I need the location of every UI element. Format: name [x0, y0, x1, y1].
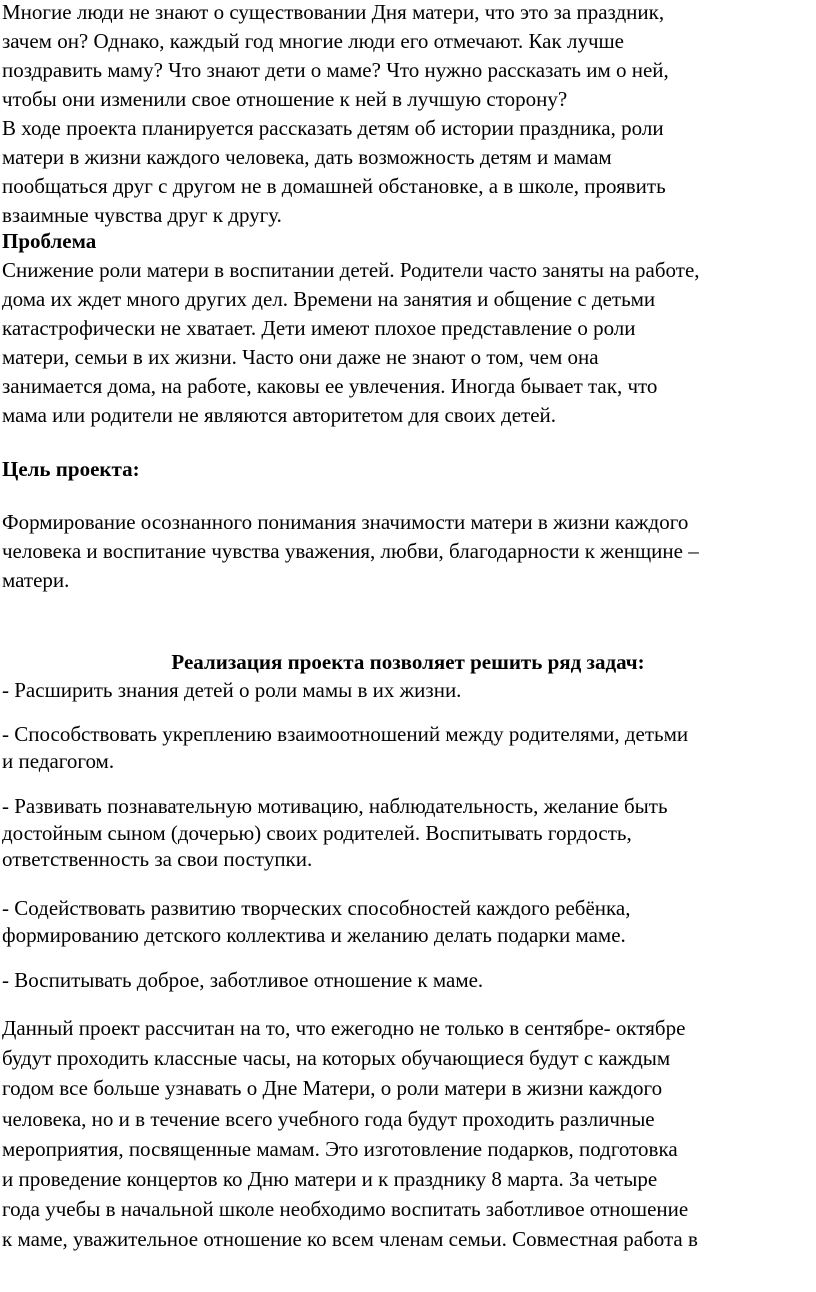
task-line: достойным сыном (дочерью) своих родителей. Воспитывать гордость, — [2, 820, 632, 845]
task-line: - Содействовать развитию творческих способностей каждого ребёнка, — [2, 896, 631, 920]
task-item — [2, 793, 814, 873]
plan-paragraph — [2, 1013, 814, 1255]
intro-paragraph — [2, 0, 814, 230]
goal-line: матери. — [2, 568, 70, 592]
goal-line: Формирование осознанного понимания значимости матери в жизни каждого — [2, 510, 689, 534]
task-line: формированию детского коллектива и желанию делать подарки маме. — [2, 922, 626, 947]
intro-line: пообщаться друг с другом не в домашней обстановке, а в школе, проявить — [2, 174, 666, 198]
plan-line: года учебы в начальной школе необходимо воспитать заботливое отношение — [2, 1197, 689, 1222]
intro-line: взаимные чувства друг к другу. — [2, 203, 282, 227]
intro-line: Многие люди не знают о существовании Дня матери, что это за праздник, — [2, 0, 665, 24]
task-item — [2, 895, 814, 948]
intro-line: поздравить маму? Что знают дети о маме? Что нужно рассказать им о ней, — [2, 58, 669, 82]
intro-line: зачем он? Однако, каждый год многие люди его отмечают. Как лучше — [2, 29, 624, 53]
intro-line: В ходе проекта планируется рассказать детям об истории праздника, роли — [2, 116, 664, 140]
goal-line: человека и воспитание чувства уважения, любви, благодарности к женщине – — [2, 539, 699, 563]
problem-line: Снижение роли матери в воспитании детей. Родители часто заняты на работе, — [2, 258, 700, 282]
task-item — [2, 677, 814, 704]
task-line: - Способствовать укреплению взаимоотношений между родителями, детьми — [2, 722, 689, 746]
plan-line: и проведение концертов ко Дню матери и к празднику 8 марта. За четыре — [2, 1167, 658, 1192]
task-line: - Расширить знания детей о роли мамы в их жизни. — [2, 678, 462, 702]
task-line: и педагогом. — [2, 748, 115, 773]
task-line: ответственность за свои поступки. — [2, 847, 313, 872]
goal-paragraph — [2, 508, 814, 595]
problem-line: дома их ждет много других дел. Времени на занятия и общение с детьми — [2, 287, 656, 311]
task-line: - Воспитывать доброе, заботливое отношение к маме. — [2, 968, 484, 992]
task-line: - Развивать познавательную мотивацию, наблюдательность, желание быть — [2, 794, 668, 818]
task-item — [2, 721, 814, 774]
problem-heading: Проблема — [2, 229, 97, 253]
intro-line: чтобы они изменили свое отношение к ней в лучшую сторону? — [2, 87, 568, 111]
plan-line: годом все больше узнавать о Дне Матери, о роли матери в жизни каждого — [2, 1076, 663, 1101]
goal-heading: Цель проекта: — [2, 457, 140, 481]
problem-line: катастрофически не хватает. Дети имеют плохое представление о роли — [2, 316, 636, 340]
plan-line: Данный проект рассчитан на то, что ежегодно не только в сентябре- октябре — [2, 1016, 686, 1040]
tasks-heading: Реализация проекта позволяет решить ряд задач: — [171, 650, 645, 674]
plan-line: мероприятия, посвященные мамам. Это изготовление подарков, подготовка — [2, 1136, 678, 1161]
problem-line: мама или родители не являются авторитетом для своих детей. — [2, 403, 557, 427]
problem-paragraph — [2, 256, 814, 430]
problem-line: матери, семьи в их жизни. Часто они даже не знают о том, чем она — [2, 345, 599, 369]
task-item — [2, 967, 814, 994]
plan-line: к маме, уважительное отношение ко всем членам семьи. Совместная работа в — [2, 1227, 698, 1252]
plan-line: будут проходить классные часы, на которых обучающиеся будут с каждым — [2, 1046, 671, 1071]
problem-line: занимается дома, на работе, каковы ее увлечения. Иногда бывает так, что — [2, 374, 658, 398]
plan-line: человека, но и в течение всего учебного года будут проходить различные — [2, 1106, 655, 1131]
intro-line: матери в жизни каждого человека, дать возможность детям и мамам — [2, 145, 612, 169]
